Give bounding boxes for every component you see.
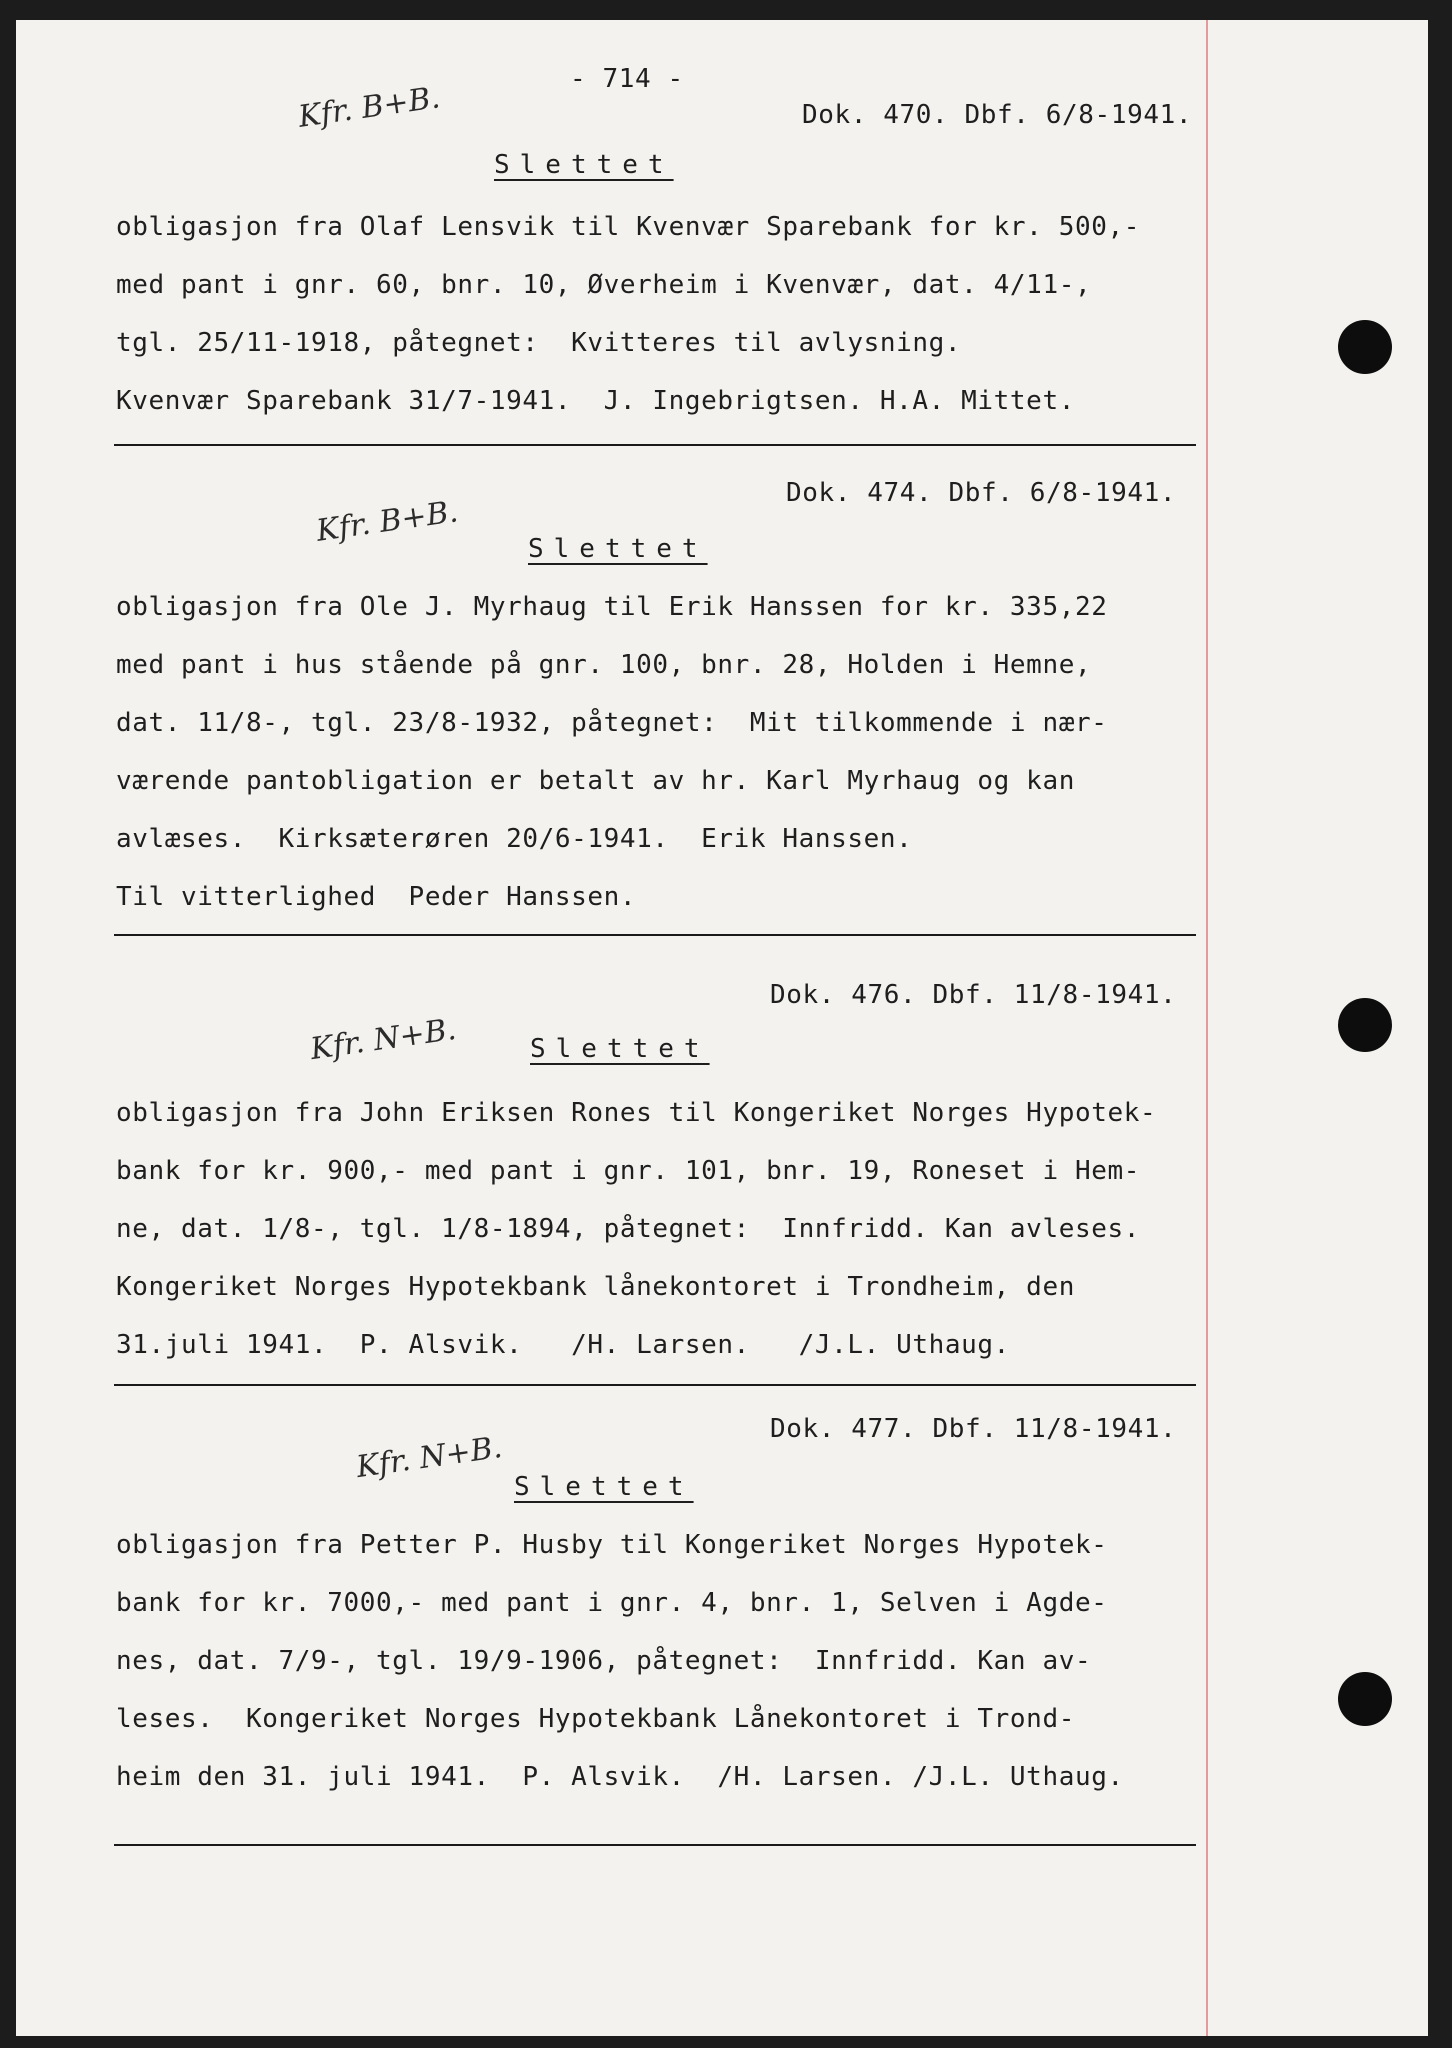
divider-rule bbox=[114, 934, 1196, 936]
entry-line: bank for kr. 900,- med pant i gnr. 101, bnr. 19, Roneset i Hem- bbox=[116, 1156, 1140, 1186]
entry-title: Slettet bbox=[494, 150, 674, 180]
entry-ref: Dok. 474. Dbf. 6/8-1941. bbox=[786, 478, 1177, 508]
entry-line: obligasjon fra Olaf Lensvik til Kvenvær Sparebank for kr. 500,- bbox=[116, 212, 1140, 242]
entry-line: bank for kr. 7000,- med pant i gnr. 4, bnr. 1, Selven i Agde- bbox=[116, 1588, 1108, 1618]
entry-ref: Dok. 477. Dbf. 11/8-1941. bbox=[770, 1414, 1177, 1444]
entry-line: obligasjon fra Petter P. Husby til Kongeriket Norges Hypotek- bbox=[116, 1530, 1108, 1560]
entry-line: 31.juli 1941. P. Alsvik. /H. Larsen. /J.L. Uthaug. bbox=[116, 1330, 1010, 1360]
punch-hole bbox=[1338, 998, 1392, 1052]
entry-line: værende pantobligation er betalt av hr. Karl Myrhaug og kan bbox=[116, 766, 1075, 796]
divider-rule bbox=[114, 444, 1196, 446]
entry-line: nes, dat. 7/9-, tgl. 19/9-1906, påtegnet: Innfridd. Kan av- bbox=[116, 1646, 1092, 1676]
margin-note: Kfr. N+B. bbox=[308, 1011, 459, 1068]
entry-ref: Dok. 476. Dbf. 11/8-1941. bbox=[770, 980, 1177, 1010]
page-number: - 714 - bbox=[570, 64, 684, 94]
entry-line: med pant i gnr. 60, bnr. 10, Øverheim i Kvenvær, dat. 4/11-, bbox=[116, 270, 1092, 300]
divider-rule bbox=[114, 1844, 1196, 1846]
entry-line: obligasjon fra Ole J. Myrhaug til Erik Hanssen for kr. 335,22 bbox=[116, 592, 1108, 622]
entry-line: Kvenvær Sparebank 31/7-1941. J. Ingebrigtsen. H.A. Mittet. bbox=[116, 386, 1075, 416]
entry-line: tgl. 25/11-1918, påtegnet: Kvitteres til avlysning. bbox=[116, 328, 962, 358]
entry-line: ne, dat. 1/8-, tgl. 1/8-1894, påtegnet: Innfridd. Kan avleses. bbox=[116, 1214, 1140, 1244]
entry-line: avlæses. Kirksæterøren 20/6-1941. Erik Hanssen. bbox=[116, 824, 913, 854]
entry-title: Slettet bbox=[530, 1034, 710, 1064]
entry-title: Slettet bbox=[514, 1472, 694, 1502]
margin-note: Kfr. B+B. bbox=[314, 494, 461, 549]
entry-line: obligasjon fra John Eriksen Rones til Kongeriket Norges Hypotek- bbox=[116, 1098, 1157, 1128]
margin-note: Kfr. B+B. bbox=[296, 80, 443, 135]
entry-line: Til vitterlighed Peder Hanssen. bbox=[116, 882, 637, 912]
divider-rule bbox=[114, 1384, 1196, 1386]
entry-line: dat. 11/8-, tgl. 23/8-1932, påtegnet: Mit tilkommende i nær- bbox=[116, 708, 1108, 738]
entry-ref: Dok. 470. Dbf. 6/8-1941. bbox=[802, 100, 1193, 130]
entry-line: Kongeriket Norges Hypotekbank lånekontoret i Trondheim, den bbox=[116, 1272, 1075, 1302]
entry-line: leses. Kongeriket Norges Hypotekbank Lånekontoret i Trond- bbox=[116, 1704, 1075, 1734]
entry-title: Slettet bbox=[528, 534, 708, 564]
document-page bbox=[16, 20, 1428, 2036]
margin-note: Kfr. N+B. bbox=[354, 1429, 505, 1486]
punch-hole bbox=[1338, 320, 1392, 374]
margin-line bbox=[1206, 20, 1208, 2036]
punch-hole bbox=[1338, 1672, 1392, 1726]
entry-line: heim den 31. juli 1941. P. Alsvik. /H. Larsen. /J.L. Uthaug. bbox=[116, 1762, 1124, 1792]
entry-line: med pant i hus stående på gnr. 100, bnr. 28, Holden i Hemne, bbox=[116, 650, 1092, 680]
